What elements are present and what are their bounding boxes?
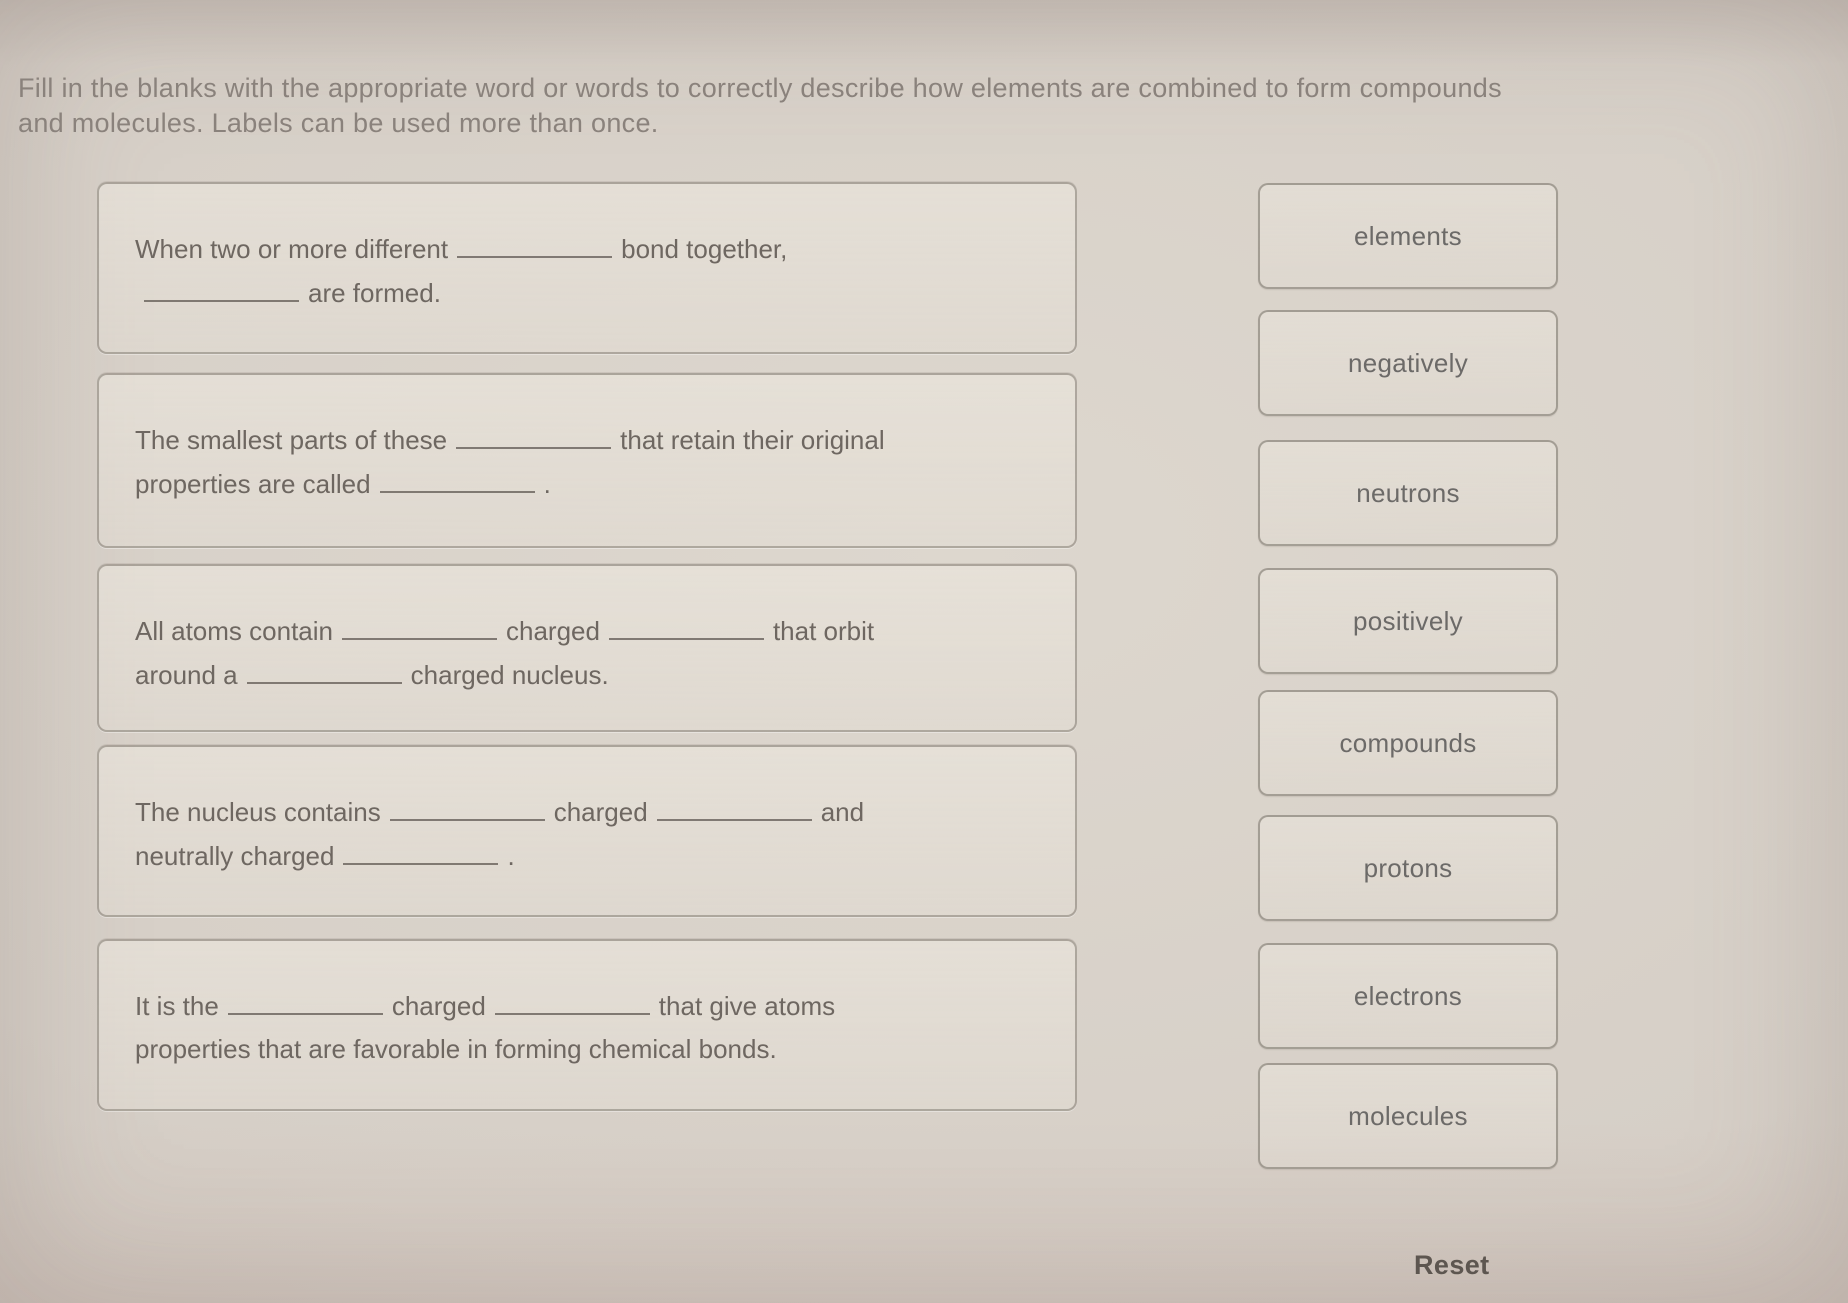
question-text-segment: charged	[505, 616, 600, 647]
blank-slot[interactable]	[457, 234, 612, 258]
question-box	[97, 182, 1077, 354]
question-line	[135, 425, 1037, 456]
label-chip-text: electrons	[1353, 980, 1463, 1011]
label-chip-text: molecules	[1348, 1100, 1468, 1131]
question-text-segment: charged	[391, 991, 486, 1022]
question-text-segment: All atoms contain	[135, 616, 333, 647]
question-text-segment: that give atoms	[658, 991, 836, 1022]
blank-slot[interactable]	[343, 841, 498, 865]
question-text-segment: charged nucleus.	[410, 660, 609, 691]
blank-slot[interactable]	[495, 991, 650, 1015]
label-chip-text: elements	[1354, 220, 1462, 251]
label-chip-text: compounds	[1339, 727, 1477, 758]
label-chip-positively[interactable]	[1258, 568, 1558, 674]
blank-slot[interactable]	[456, 425, 611, 449]
label-chip-compounds[interactable]	[1258, 690, 1558, 796]
question-box	[97, 373, 1077, 548]
question-text-segment: properties are called	[135, 469, 371, 500]
question-line	[135, 841, 1037, 872]
blank-slot[interactable]	[380, 469, 535, 493]
blank-slot[interactable]	[657, 797, 812, 821]
question-text-segment: .	[507, 841, 515, 872]
blank-slot[interactable]	[609, 616, 764, 640]
question-text-segment: are formed.	[308, 278, 441, 309]
blank-slot[interactable]	[390, 797, 545, 821]
label-chip-electrons[interactable]	[1258, 943, 1558, 1049]
question-text-segment: that orbit	[772, 616, 875, 647]
question-text-segment: .	[543, 469, 551, 500]
label-chip-negatively[interactable]	[1258, 310, 1558, 416]
question-box	[97, 564, 1077, 732]
question-line	[135, 469, 1037, 500]
instructions-text: Fill in the blanks with the appropriate word or words to correctly describe how elements are combined to form compounds and molecules. Labels can be used more than once.	[18, 73, 1502, 139]
label-chip-text: negatively	[1347, 347, 1469, 378]
question-box	[97, 939, 1077, 1111]
question-line	[135, 278, 1037, 309]
question-line	[135, 234, 1037, 265]
question-text-segment: properties that are favorable in forming chemical bonds.	[135, 1033, 777, 1064]
label-chip-text: protons	[1363, 852, 1453, 883]
question-text-segment: The nucleus contains	[135, 797, 381, 828]
question-text-segment: It is the	[135, 991, 219, 1022]
question-text-segment: charged	[553, 797, 648, 828]
question-text-segment: around a	[135, 660, 238, 691]
question-text-segment: that retain their original	[620, 425, 885, 456]
question-line	[135, 616, 1037, 647]
label-chip-molecules[interactable]	[1258, 1063, 1558, 1169]
label-chip-text: positively	[1353, 605, 1463, 636]
question-line	[135, 797, 1037, 828]
blank-slot[interactable]	[247, 660, 402, 684]
label-chip-neutrons[interactable]	[1258, 440, 1558, 546]
label-chip-elements[interactable]	[1258, 183, 1558, 289]
question-text-segment: The smallest parts of these	[135, 425, 448, 456]
question-line	[135, 660, 1037, 691]
question-text-segment: bond together,	[621, 234, 788, 265]
question-text-segment: When two or more different	[135, 234, 449, 265]
blank-slot[interactable]	[228, 991, 383, 1015]
question-text-segment: and	[820, 797, 865, 828]
blank-slot[interactable]	[342, 616, 497, 640]
question-line	[135, 1035, 1037, 1065]
blank-slot[interactable]	[144, 278, 299, 302]
question-line	[135, 991, 1037, 1022]
label-chip-text: neutrons	[1356, 477, 1460, 508]
question-box	[97, 745, 1077, 917]
label-chip-protons[interactable]	[1258, 815, 1558, 921]
question-text-segment: neutrally charged	[135, 841, 335, 872]
reset-button[interactable]: Reset	[1408, 1248, 1496, 1283]
